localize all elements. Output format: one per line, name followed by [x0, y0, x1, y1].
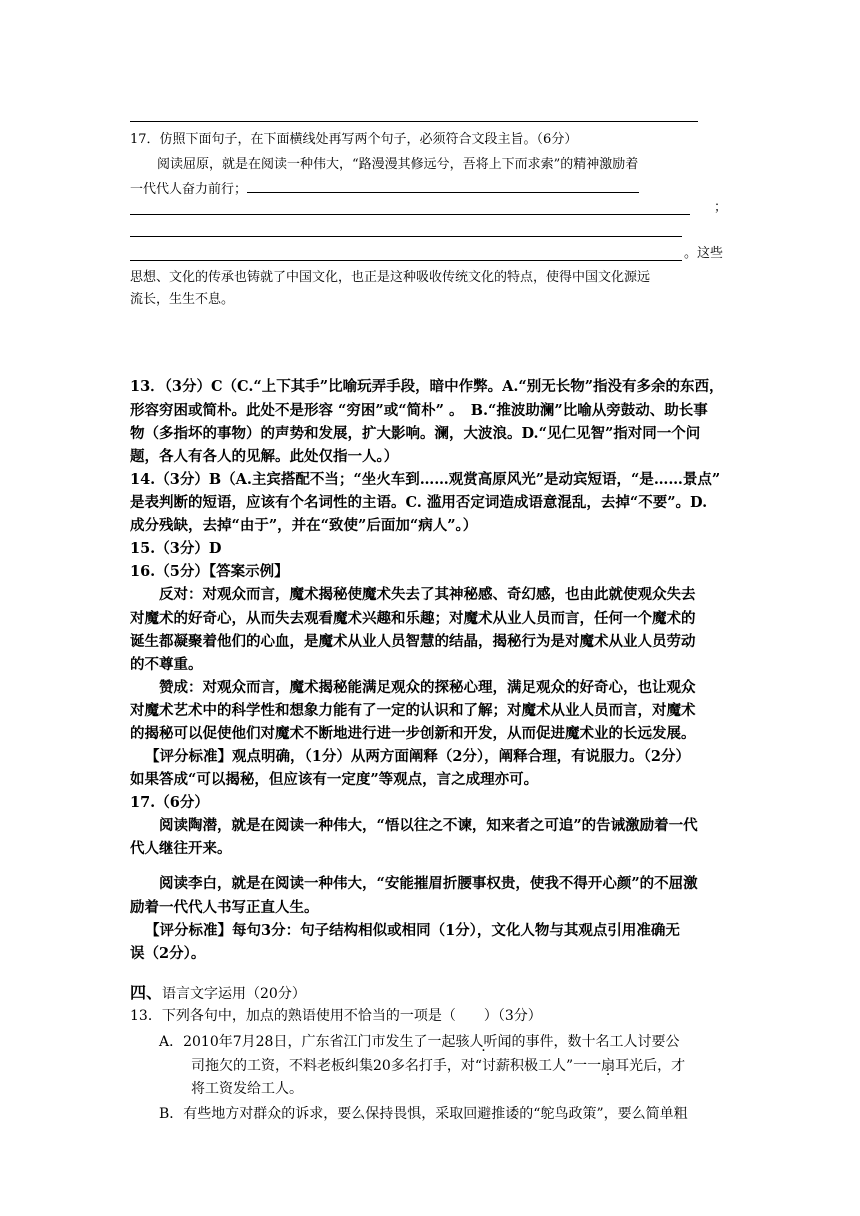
option-a-text1: A．2010年7月28日，广东省江门市发生了一起 [159, 1034, 456, 1050]
answer-16-line6: 对魔术艺术中的科学性和想象力能有了一定的认识和了解；对魔术从业人员而言，对魔术 [130, 702, 696, 719]
answer-16-line4: 的不尊重。 [130, 656, 203, 673]
answer-13-line3: 物（多指坏的事物）的声势和发展，扩大影响。澜，大波浪。D.“见仁见智”指对同一个问 [130, 425, 701, 442]
answer-16-line2: 对魔术的好奇心，从而失去观看魔术兴趣和乐趣；对魔术从业人员而言，任何一个魔术的 [130, 610, 696, 627]
option-a-text2: 的事件，数十名工人讨要公 [511, 1034, 680, 1050]
answer-blank-4[interactable] [130, 260, 682, 261]
answer-16-line9: 如果答成“可以揭秘，但应该有一定度”等观点，言之成理亦可。 [130, 771, 539, 788]
answer-13-line2: 形容穷困或简朴。此处不是形容 “穷困”或“简朴” 。 B.“推波助澜”比喻从旁鼓动、助长事 [130, 402, 708, 419]
semicolon: ； [714, 200, 728, 215]
answer-17-line3: 阅读李白，就是在阅读一种伟大，“安能摧眉折腰事权贵，使我不得开心颜”的不屈激 [159, 875, 698, 892]
answer-16-line3: 诞生都凝聚着他们的心血，是魔术从业人员智慧的结晶，揭秘行为是对魔术从业人员劳动 [130, 633, 696, 650]
answer-13-text: 13．（3分）C（C.“上下其手”比喻玩弄手段，暗中作弊。A.“别无长物”指没有多余的东西， [130, 378, 724, 395]
answer-blank-2[interactable] [130, 214, 690, 215]
answer-17-line1: 阅读陶潜，就是在阅读一种伟大，“悟以往之不谏，知来者之可追”的告诫激励着一代 [159, 817, 698, 834]
dotted-idiom-1: 骇人听闻 [455, 1034, 512, 1050]
answer-14-line3: 成分残缺，去掉“由于”，并在“致使”后面加“病人”。） [130, 517, 478, 534]
answer-16-line1: 反对：对观众而言，魔术揭秘使魔术失去了其神秘感、奇幻感，也由此就使观众失去 [159, 586, 696, 603]
option-a-line2 [191, 1056, 685, 1076]
answer-16-heading: 16.（5分）【答案示例】 [130, 563, 289, 580]
top-divider [130, 121, 698, 122]
answer-15: 15.（3分）D [130, 540, 222, 557]
answer-14-line1: 14.（3分）B（A.主宾搭配不当；“坐火车到……观赏高原风光”是动宾短语，“是……景点” [130, 471, 721, 488]
answer-17-heading: 17.（6分） [130, 794, 209, 811]
option-a-line1 [159, 1032, 679, 1052]
answer-13-line4: 题，各人有各人的见解。此处仅指一人。） [130, 448, 399, 465]
option-a-line3: 将工资发给工人。 [191, 1081, 303, 1097]
answer-16-line7: 的揭秘可以促使他们对魔术不断地进行进一步创新和开发，从而促进魔术业的长远发展。 [130, 725, 696, 742]
option-b-line1: B．有些地方对群众的诉求，要么保持畏惧，采取回避推诿的“鸵鸟政策”，要么简单粗 [159, 1106, 688, 1122]
q17-prompt-title: 17．仿照下面句子，在下面横线处再写两个句子，必须符合文段主旨。（6分） [130, 132, 578, 147]
answer-16-line5: 赞成：对观众而言，魔术揭秘能满足观众的探秘心理，满足观众的好奇心，也让观众 [159, 679, 696, 696]
answer-blank-3[interactable] [130, 236, 682, 237]
answer-16-scoring: 【评分标准】观点明确，（1分）从两方面阐释（2分），阐释合理，有说服力。（2分） [145, 748, 691, 765]
q17-prompt-line8: 流长，生生不息。 [130, 292, 235, 307]
option-a-text3: 司拖欠的工资，不料老板纠集20多名打手，对“讨薪积极工人” [191, 1058, 574, 1074]
answer-17-line2: 代人继往开来。 [130, 840, 232, 857]
q17-prompt-line3 [130, 178, 639, 200]
q17-prompt-suffix: 。这些 [684, 246, 724, 261]
answer-17-scoring: 【评分标准】每句3分：句子结构相似或相同（1分），文化人物与其观点引用准确无 [145, 922, 680, 939]
dotted-idiom-2: 一一扇耳光 · [573, 1058, 643, 1074]
q17-prompt-line7: 思想、文化的传承也铸就了中国文化，也正是这种吸收传统文化的特点，使得中国文化源远 [130, 270, 651, 285]
answer-14-line2: 是表判断的短语，应该有个名词性的主语。C. 滥用否定词造成语意混乱，去掉“不要”。D. [130, 494, 708, 511]
answer-13-line1 [130, 377, 724, 397]
answer-blank-1[interactable] [247, 178, 639, 193]
option-a-text4: 后，才 [643, 1058, 686, 1074]
q17-prompt-prefix: 一代代人奋力前行； [130, 182, 248, 197]
question-13: 13．下列各句中，加点的熟语使用不恰当的一项是（ ）（3分） [130, 1008, 542, 1024]
section-4-title-text: 语言文字运用（20分） [162, 986, 306, 1002]
answer-17-line4: 励着一代代人书写正直人生。 [130, 899, 319, 916]
answer-17-line6: 误（2分）。 [130, 945, 206, 962]
section-4-mark: 四、 [130, 983, 163, 1002]
section-4-title [130, 983, 306, 1004]
q17-prompt-sentence: 阅读屈原，就是在阅读一种伟大，“路漫漫其修远兮，吾将上下而求索”的精神激励着 [157, 157, 639, 172]
